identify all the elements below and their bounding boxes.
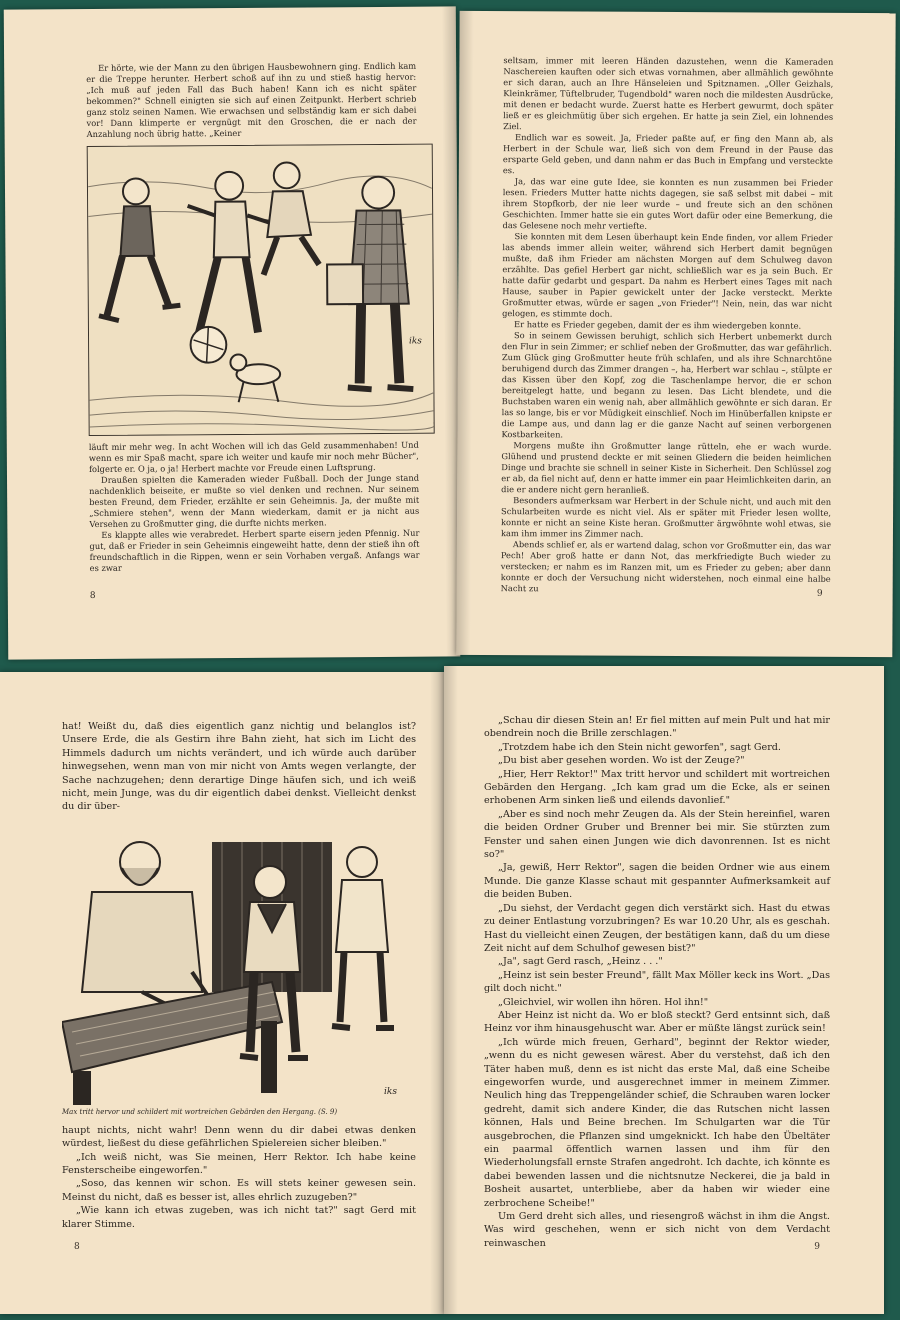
paragraph: „Ich weiß nicht, was Sie meinen, Herr Rektor. Ich habe keine Fensterscheibe eingeworfen." [62,1151,416,1177]
paragraph: Sie konnten mit dem Lesen überhaupt kein Ende finden, vor allem Frieder las abends immer allein weiter, während sich Herbert damit begnügen mußte, daß ihm Frieder am nächsten Morgen auf dem Schulweg davon erzählte. Das gefiel Herbert gar nicht, schließlich war es ja sein Buch. Er hatte dafür gedarbt und gespart. Da nahm es Herbert eines Tages mit nach Hause, sauber in Papier gewickelt unter der Jacke versteckt. Merkte Großmutter etwas, würde er sagen „von Frieder"! Nein, nein, das war nicht gelogen, es stimmte doch. [502,231,833,319]
illustration-boys-playing-football [87,144,435,436]
paragraph: Ja, das war eine gute Idee, sie konnten es nun zusammen bei Frieder lesen. Frieders Mutter hatte nichts dagegen, sie saß selbst mit dabei – mit ihrem Stopfkorb, der nie leer wurde – und freute sich an den schönen Geschichten. Immer hatte sie ein gutes Wort dafür oder eine Bemerkung, die das Gelesene noch mehr vertiefte. [502,176,833,231]
paragraph: Er hörte, wie der Mann zu den übrigen Hausbewohnern ging. Endlich kam er die Treppe herunter. Herbert schoß auf ihn zu und stieß hastig hervor: „Ich muß auf jeden Fall das Buch haben! Kann ich es nicht später bekommen?" Schnell einigten sie sich auf einen Zeitpunkt. Herbert schrieb ganz stolz seinen Namen. Wie erwachsen und selbständig kam er sich dabei vor! Dann klimperte er vergnügt mit den Groschen, die er nach der Anzahlung noch übrig hatte. „Keiner [86,60,417,140]
paragraph: „Wie kann ich etwas zugeben, was ich nicht tat?" sagt Gerd mit klarer Stimme. [62,1205,416,1230]
paragraph: haupt nichts, nicht wahr! Denn wenn du dir dabei etwas denken würdest, ließest du diese gefährlichen Spielereien sicher bleiben." [62,1124,416,1150]
top-left-page [4,6,461,659]
paragraph: So in seinem Gewissen beruhigt, schlich sich Herbert unbemerkt durch den Flur in sein Zimmer; er schlief neben der Großmutter, das war gefährlich. Zum Glück ging Großmutter heute früh schlafen, und als ihre Schnarchtöne beruhigend durch das Zimmer drangen –, ha, Herbert war schlau –, stülpte er das Kissen über den Kopf, zog die Taschenlampe hervor, die er schon bereitgelegt hatte, und begann zu lesen. Das Licht blendete, und die Buchstaben waren ein wenig nah, aber allmählich gewöhnte er sich daran. Er las so lange, bis er vor Müdigkeit einschlief. Noch im Hinüberfallen knipste er die Lampe aus, und dann lag er die ganze Nacht auf seinen verborgenen Kostbarkeiten. [501,330,833,440]
paragraph: Es klappte alles wie verabredet. Herbert sparte eisern jeden Pfennig. Nur gut, daß er Frieder in sein Geheimnis eingeweiht hatte, denn der stieß ihn oft freundschaftlich in die Rippen, wenn er sein Vorhaben vergaß. Anfangs war es zwar [89,527,420,573]
paragraph: Aber Heinz ist nicht da. Wo er bloß steckt? Gerd entsinnt sich, daß Heinz vor ihm hinausgehuscht war. Aber er müßte längst zurück sein! [484,1009,830,1035]
paragraph: „Trotzdem habe ich den Stein nicht geworfen", sagt Gerd. [498,741,781,753]
paragraph: „Hier, Herr Rektor!" Max tritt hervor und schildert mit wortreichen Gebärden den Hergang. „Ich kam grad um die Ecke, als er seinen erhobenen Arm sinken ließ und eilends davonlief." [484,768,830,807]
paragraph: „Heinz ist sein bester Freund", fällt Max Möller keck ins Wort. „Das gilt doch nicht." [484,969,830,995]
page-number: 8 [74,1242,80,1252]
top-right-page [456,11,895,657]
page-number: 8 [89,590,96,601]
top-left-text-above [86,61,417,140]
paragraph: Morgens mußte ihn Großmutter lange rütteln, ehe er wach wurde. Glühend und prustend deckte er mit seinen Gliedern die beiden heimlichen Dinge und brachte sie schnell in seiner Kiste in Sicherheit. Den Schlüssel zog er ab, da fiel nicht auf, denn er hatte immer ein paar Heimlichkeiten darin, an die er andere nicht gern heranließ. [501,440,832,495]
paragraph: Abends schlief er, als er wartend dalag, schon vor Großmutter ein, das war Pech! Aber groß hatte er dann Not, das merkfriedigte Buch wieder zu verstecken; er nahm es im Ranzen mit, um es Frieder zu geben; aber dann konnte er doch der Versuchung nicht widerstehen, noch einmal eine halbe Nacht zu [500,539,831,594]
paragraph: „Ich würde mich freuen, Gerhard", beginnt der Rektor wieder, „wenn du es nicht gewesen wärest. Aber du verstehst, daß ich den Täter haben muß, denn es ist nicht das erste Mal, daß eine Scheibe eingeworfen wurde, und ausgerechnet immer in meinem Zimmer. Neulich hing das Treppengeländer schief, die Schrauben waren locker gedreht, damit sich andere Kinder, die das Rutschen nicht lassen können, Hals und Beine brechen. Im Schulgarten war die Tür ausgebrochen, die Pflanzen sind umgeknickt. Ich habe den Übeltäter ein paarmal öffentlich warnen lassen und ihm für den Wiederholungsfall ernste Strafen angedroht. Ich dachte, ich könnte es dabei bewenden lassen und die nichtsnutze Neckerei, die ja bald in Bosheit ausartet, unterbliebe, aber da haben wir wieder eine zerbrochene Scheibe!" [484,1036,830,1209]
paragraph: seltsam, immer mit leeren Händen dazustehen, wenn die Kameraden Naschereien kauften oder sich etwas vornahmen, aber allmählich gewöhnte er sich daran, auch an Ihre Hänseleien und Spitznamen. „Oller Geizhals, Kleinkrämer, Tüftelbruder, Tugendbold" waren noch die mildesten Ausdrücke, mit denen er bedacht wurde. Zuerst hatte es Herbert gewurmt, doch später ließ er es gleichmütig über sich ergehen. Er hatte ja sein Ziel, ein lohnendes Ziel. [503,55,834,132]
paragraph: „Du bist aber gesehen worden. Wo ist der Zeuge?" [498,755,745,767]
bottom-left-text-below [62,1124,416,1231]
illustrator-signature: iks [384,1086,397,1097]
paragraph: Um Gerd dreht sich alles, und riesengroß wächst in ihm die Angst. Was wird geschehen, wenn er sich nicht von dem Verdacht reinwaschen [484,1211,830,1249]
top-right-text [501,55,834,596]
paragraph: „Ja, gewiß, Herr Rektor", sagen die beiden Ordner wie aus einem Munde. Die ganze Klasse schaut mit gespannter Aufmerksamkeit auf die beiden Buben. [484,862,830,901]
paragraph: Endlich war es soweit. Ja, Frieder paßte auf, er fing den Mann ab, als Herbert in der Schule war, ließ sich von dem Freund in der Pause das ersparte Geld geben, und dann nahm er das Buch in Empfang und versteckte es. [502,132,834,176]
bottom-right-text [484,714,830,1250]
bottom-left-text-above [62,720,416,814]
page-number: 9 [814,1242,820,1252]
paragraph: „Schau dir diesen Stein an! Er fiel mitten auf mein Pult und hat mir obendrein noch die Brille zerschlagen." [484,715,830,740]
paragraph: läuft mir mehr weg. In acht Wochen will ich das Geld zusammenhaben! Und wenn es mir Spaß macht, spare ich weiter und kaufe mir noch mehr Bücher", folgerte er. O ja, o ja! Herbert machte vor Freude einen Luftsprung. [88,439,419,475]
page-number: 9 [816,588,823,599]
paragraph: „Du siehst, der Verdacht gegen dich verstärkt sich. Hast du etwas zu deiner Entlastung vorzubringen? Es war 10.20 Uhr, als es geschah. Hast du vielleicht einen Zeugen, der bestätigen kann, daß du um diese Zeit nicht auf dem Schulhof gewesen bist?" [484,902,830,954]
paragraph: „Aber es sind noch mehr Zeugen da. Als der Stein hereinfiel, waren die beiden Ordner Gruber und Brenner bei mir. Sie stürzten zum Fenster und sahen einen Jungen wie dich davonrennen. Ist es nicht so?" [484,808,830,861]
illustration-caption: Max tritt hervor und schildert mit wortreichen Gebärden den Hergang. (S. 9) [62,1107,338,1116]
paragraph: „Ja", sagt Gerd rasch, „Heinz . . ." [498,956,663,968]
illustrator-signature: iks [409,336,422,347]
paragraph: Er hatte es Frieder gegeben, damit der es ihm wiedergeben konnte. [514,319,802,331]
top-left-text-below [89,440,420,574]
bottom-left-page [0,672,444,1314]
bottom-right-page [444,666,884,1314]
paragraph: Draußen spielten die Kameraden wieder Fußball. Doch der Junge stand nachdenklich beiseite, er mußte so viel denken und rechnen. Nur seinem besten Freund, dem Frieder, erzählte er sein Geheimnis. Ja, der mußte mit „Schmiere stehen", wenn der Mann wiederkam, damit er ja nicht aus Versehen zu Großmutter ging, die durfte nichts merken. [89,472,420,530]
paragraph: Besonders aufmerksam war Herbert in der Schule nicht, und auch mit den Schularbeiten wurde es nicht viel. Als er später mit Frieder lesen wollte, konnte er nicht an seine Kiste heran. Großmutter ärgwöhnte wohl etwas, sie kam ihm immer ins Zimmer nach. [500,495,832,539]
paragraph: hat! Weißt du, daß dies eigentlich ganz nichtig und belanglos ist? Unsere Erde, die als Gestirn ihre Bahn zieht, hat sich im Licht des Himmels dadurch um nichts verändert, und ich würde auch darüber hinwegsehen, wenn man von mir nicht von Amts wegen verlangte, der Sache nachzugehen; denn derartige Dinge häufen sich, und ich weiß nicht, mein Junge, was du dir eigentlich dabei denkst. Vielleicht denkst du dir über- [62,721,416,813]
paragraph: „Gleichviel, wir wollen ihn hören. Hol ihn!" [498,996,709,1008]
illustration-rector-and-boys [62,822,412,1106]
paragraph: „Soso, das kennen wir schon. Es will stets keiner gewesen sein. Meinst du nicht, daß es besser ist, alles ehrlich zuzugeben?" [62,1178,416,1203]
